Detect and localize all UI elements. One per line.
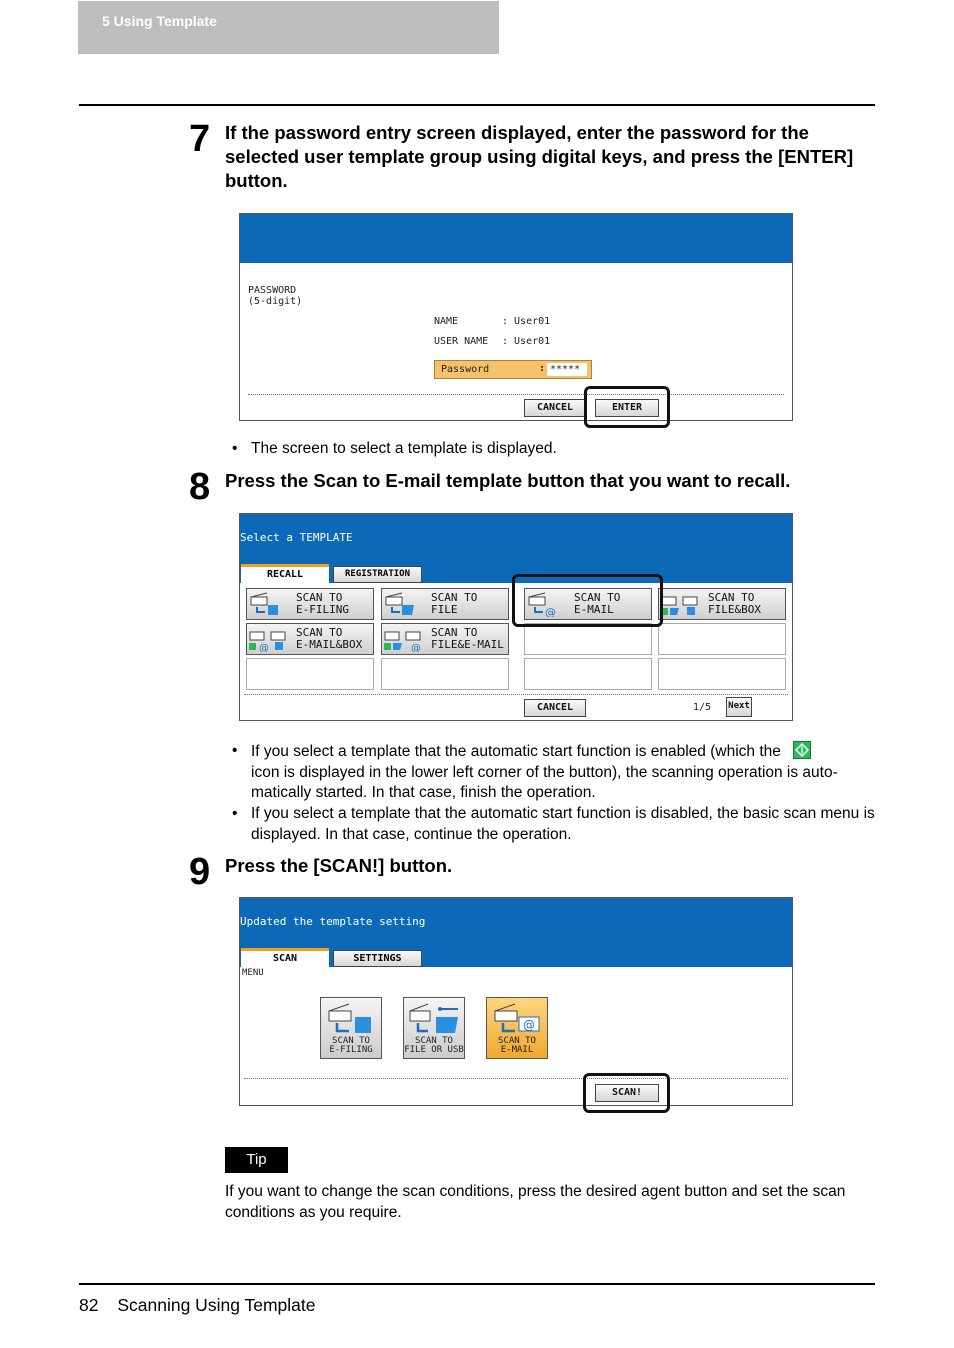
step-8-number: 8 <box>189 466 211 508</box>
tab-recall[interactable]: RECALL <box>241 564 329 584</box>
page-number: 82 <box>79 1295 99 1315</box>
password-screen <box>239 213 793 421</box>
scan-e-filing-icon <box>249 591 293 617</box>
menu-label: MENU <box>242 968 264 978</box>
footer-title: Scanning Using Template <box>117 1295 316 1315</box>
template-scan-to-file-box[interactable]: SCAN TO FILE&BOX <box>658 588 786 620</box>
note-auto-start-enabled: • If you select a template that the automatic start function is enabled (which the icon is displayed in the lower left corner of the button), the scanning operation is auto-matically started. In that case, finish the operation. <box>232 742 838 801</box>
svg-text:@: @ <box>545 606 556 617</box>
scan-button[interactable]: SCAN! <box>595 1084 659 1102</box>
template-empty[interactable] <box>658 623 786 655</box>
screen-title: Select a TEMPLATE <box>240 531 353 544</box>
template-empty[interactable] <box>658 658 786 690</box>
template-scan-to-e-mail-box[interactable]: @ SCAN TO E-MAIL&BOX <box>246 623 374 655</box>
user-name-label: USER NAME <box>434 336 489 347</box>
top-rule <box>79 104 875 106</box>
tip-text: If you want to change the scan conditions, press the desired agent button and set the scan conditions as you require. <box>225 1183 846 1221</box>
scan-e-mail-box-icon <box>249 626 293 652</box>
enter-button[interactable]: ENTER <box>595 399 659 417</box>
agent-scan-to-file-usb[interactable]: SCAN TO FILE OR USB <box>403 997 465 1059</box>
chapter-tab <box>78 1 499 54</box>
svg-text:@: @ <box>411 643 421 652</box>
template-empty[interactable] <box>381 658 509 690</box>
tip-badge: Tip <box>225 1147 288 1173</box>
user-name-value: : User01 <box>502 336 551 347</box>
next-button[interactable]: Next <box>726 697 752 717</box>
screen-title: Updated the template setting <box>240 915 426 928</box>
svg-text:@: @ <box>523 1018 535 1032</box>
e-mail-highlight <box>512 574 663 627</box>
template-empty[interactable] <box>524 623 652 655</box>
note-screen-displayed: • The screen to select a template is displayed. <box>232 440 557 457</box>
bottom-rule <box>79 1283 875 1285</box>
scan-menu-screen <box>239 897 793 1106</box>
scan-file-e-mail-icon <box>384 626 428 652</box>
step-7-text: If the password entry screen displayed, enter the password for the selected user template group using digital keys, and press the [ENTER] button. <box>225 122 854 191</box>
step-7-number: 7 <box>189 118 211 160</box>
name-label: NAME <box>434 316 459 327</box>
tab-registration[interactable]: REGISTRATION <box>333 566 422 583</box>
tab-settings[interactable]: SETTINGS <box>333 950 422 967</box>
agent-scan-to-e-filing[interactable]: SCAN TO E-FILING <box>320 997 382 1059</box>
template-scan-to-file[interactable]: SCAN TO FILE <box>381 588 509 620</box>
scan-file-usb-icon <box>408 1001 462 1037</box>
template-empty[interactable] <box>524 658 652 690</box>
password-input[interactable]: ***** <box>547 363 587 376</box>
cancel-button[interactable]: CANCEL <box>524 699 586 717</box>
cancel-button[interactable]: CANCEL <box>524 399 586 417</box>
template-scan-to-e-filing[interactable]: SCAN TO E-FILING <box>246 588 374 620</box>
page-indicator: 1/5 <box>693 702 712 713</box>
template-scan-to-e-mail[interactable]: @ SCAN TO E-MAIL <box>524 588 652 620</box>
step-8-text: Press the Scan to E-mail template button that you want to recall. <box>225 470 791 491</box>
auto-start-icon <box>793 741 811 759</box>
divider <box>248 394 784 395</box>
scan-e-filing-icon <box>325 1001 379 1037</box>
divider <box>244 694 788 695</box>
chapter-label: 5 Using Template <box>102 13 217 29</box>
step-9-number: 9 <box>189 851 211 893</box>
scan-file-icon <box>384 591 428 617</box>
divider <box>244 1078 788 1079</box>
password-label: PASSWORD (5-digit) <box>248 285 303 307</box>
footer <box>79 1295 315 1316</box>
name-value: : User01 <box>502 316 551 327</box>
agent-scan-to-e-mail[interactable]: @ SCAN TO E-MAIL <box>486 997 548 1059</box>
note-auto-start-disabled: • If you select a template that the automatic start function is disabled, the basic scan menu is displayed. In that case, continue the operation. <box>232 805 875 843</box>
scan-highlight <box>583 1073 670 1113</box>
template-empty[interactable] <box>246 658 374 690</box>
step-9-text: Press the [SCAN!] button. <box>225 855 453 876</box>
svg-text:@: @ <box>259 643 269 652</box>
template-scan-to-file-e-mail[interactable]: @ SCAN TO FILE&E-MAIL <box>381 623 509 655</box>
tab-scan[interactable]: SCAN <box>241 948 329 968</box>
title-band <box>240 214 792 263</box>
scan-file-box-icon <box>661 591 705 617</box>
scan-e-mail-icon <box>491 1001 545 1037</box>
password-field[interactable]: Password : ***** <box>434 360 592 379</box>
enter-highlight <box>584 386 670 428</box>
